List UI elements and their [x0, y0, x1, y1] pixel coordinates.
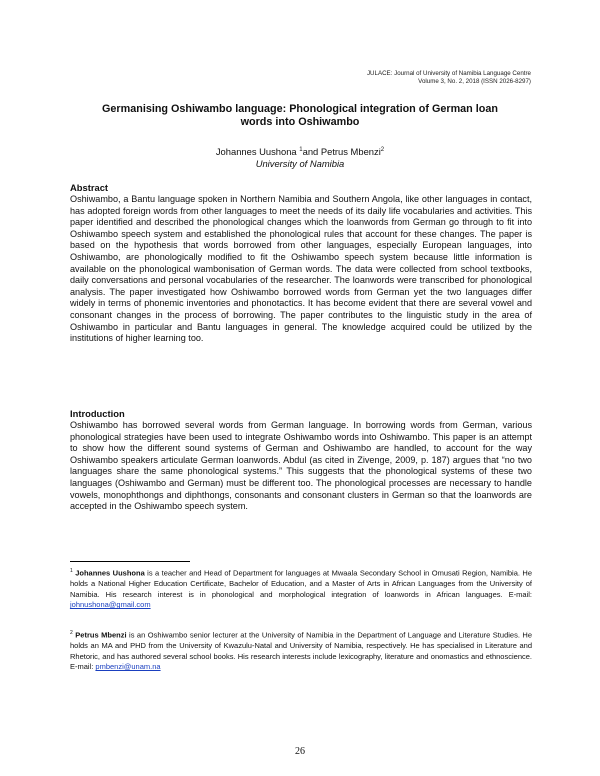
footnote-2-mark: 2: [70, 630, 73, 636]
footnote-1-text: is a teacher and Head of Department for languages at Mwaala Secondary School in Omusati Region, Namibia. He holds a National Higher Education Certificate, Bachelor of Education, and a Master of Arts in African Languages from the University of Namibia. His research interest is in phonological and morphological integration of loanwords in African languages. E-mail:: [70, 568, 532, 599]
footnote-1-author: Johannes Uushona: [75, 568, 145, 578]
footnote-2-text: is an Oshiwambo senior lecturer at the University of Namibia in the Department of Language and Literature Studies. He holds an MA and PHD from the University of Kwazulu-Natal and University of Namibia, respectively. He has specialised in Literature and Rhetoric, and has authored several school books. His research interests include lexicography, literature and onomastics and ethnoscience. E-mail:: [70, 630, 532, 672]
title-line-1: Germanising Oshiwambo language: Phonological integration of German loan: [102, 103, 498, 115]
footnote-separator: [70, 561, 190, 562]
journal-name: JULACE: Journal of University of Namibia Language Centre: [366, 70, 531, 77]
footnote-1-email-link[interactable]: johnushona@gmail.com: [70, 600, 151, 610]
footnote-2-author: Petrus Mbenzi: [75, 630, 127, 640]
footnote-2-email-link[interactable]: pmbenzi@unam.na: [95, 662, 161, 672]
abstract-heading: Abstract: [70, 182, 109, 193]
author-2-name: and Petrus Mbenzi: [302, 146, 381, 158]
paper-title: [70, 103, 530, 129]
page-number: 26: [295, 746, 305, 757]
introduction-text: Oshiwambo has borrowed several words from German language. In borrowing words from German, various phonological strategies have been used to integrate Oshiwambo words into Oshiwambo. This paper is an attempt to show how the different sound systems of German and Oshiwambo are handled, to account for the way Oshiwambo speakers articulate German loanwords. Abdul (as cited in Zivenge, 2009, p. 187) argues that “no two languages share the same phonological systems.” This suggests that the phonological systems of these two languages (Oshiwambo and German) must be different too. The phonological processes are necessary to handle vowels, monophthongs and diphthongs, consonants and consonant clusters in German so that the loanwords are accepted in the Oshiwambo speech system.: [70, 420, 532, 512]
affiliation: University of Namibia: [255, 158, 345, 170]
author-line: [70, 144, 530, 158]
author-2-footnote-mark[interactable]: 2: [380, 147, 385, 153]
title-line-2: words into Oshiwambo: [240, 116, 360, 128]
abstract-text: Oshiwambo, a Bantu language spoken in Northern Namibia and Southern Angola, like other languages in contact, has adopted foreign words from other languages to meet the needs of its daily life vocabularies and activities. This paper identified and described the phonological changes which the loanwords from German go through to fit into Oshiwambo speech system and established the phonological rules that account for these changes. The paper is based on the hypothesis that words borrowed from other languages, especially European languages, into Oshiwambo, are phonologically modified to fit the Oshiwambo speech system because little information is available on the phonological wambonisation of German words. The data were collected from school textbooks, daily conversations and personal vocabularies of the researcher. The loanwords were transcribed for phonological analysis. The paper investigated how Oshiwambo borrowed words from German yet the two languages differ widely in terms of phonemic inventories and phonotactics. It has become evident that there are several vowel and consonant changes in the process of borrowing. The paper contributes to the linguistic study in the area of Oshiwambo in particular and Bantu languages in general. The knowledge acquired could be utilized by the institutions of higher learning too.: [70, 194, 532, 344]
footnote-2: [70, 628, 532, 673]
introduction-heading: Introduction: [70, 408, 125, 419]
author-1-footnote-mark[interactable]: 1: [299, 147, 303, 153]
running-head: [367, 70, 531, 86]
footnote-1: [70, 566, 532, 611]
author-block: [70, 144, 530, 170]
journal-volume: Volume 3, No. 2, 2018 (ISSN 2026-8297): [418, 78, 531, 86]
author-1-name: Johannes Uushona: [215, 146, 300, 158]
footnote-1-mark: 1: [70, 568, 73, 574]
